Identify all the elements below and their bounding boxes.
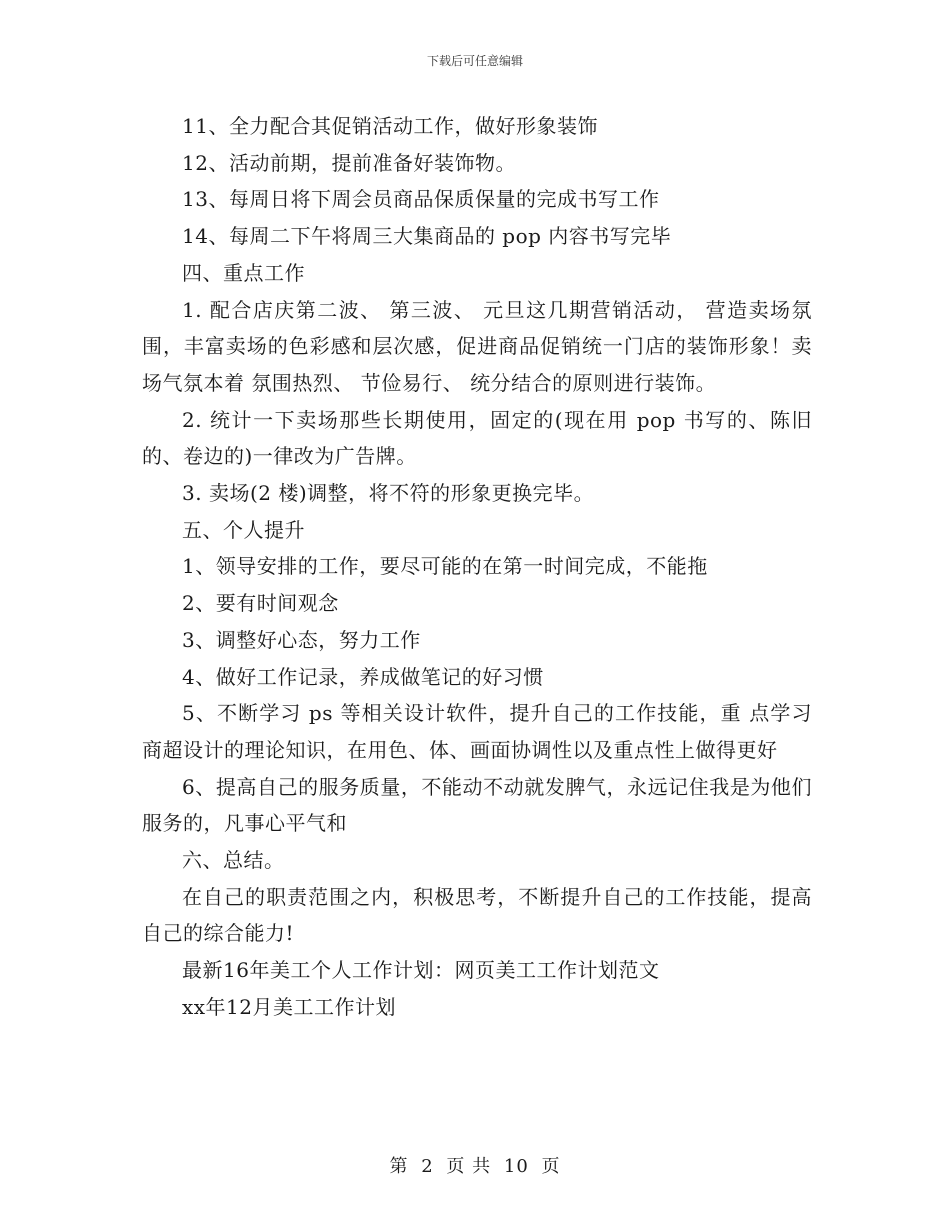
- paragraph: 6、提高自己的服务质量，不能动不动就发脾气，永远记住我是为他们服务的，凡事心平气和: [142, 774, 812, 836]
- paragraph: 4、做好工作记录，养成做笔记的好习惯: [182, 664, 544, 689]
- paragraph: 12、活动前期，提前准备好装饰物。: [182, 150, 516, 175]
- paragraph: 13、每周日将下周会员商品保质保量的完成书写工作: [182, 187, 660, 212]
- paragraph: 5、不断学习 ps 等相关设计软件，提升自己的工作技能，重 点学习商超设计的理论知识，在用色、体、画面协调性以及重点性上做得更好: [142, 701, 812, 762]
- paragraph: 2. 统计一下卖场那些长期使用，固定的(现在用 pop 书写的、陈旧的、卷边的)一律改为广告牌。: [142, 407, 812, 469]
- section-heading: 四、重点工作: [182, 260, 305, 285]
- footer-page-number: 2: [421, 1156, 434, 1177]
- page-header: 下载后可任意编辑: [426, 54, 523, 68]
- page-footer: [0, 1152, 950, 1178]
- paragraph: 在自己的职责范围之内，积极思考，不断提升自己的工作技能，提高自己的综合能力!: [142, 884, 812, 946]
- section-heading: 五、个人提升: [182, 517, 305, 542]
- footer-prefix: 第: [389, 1156, 409, 1177]
- footer-middle: 页 共: [446, 1156, 492, 1177]
- section-heading: 六、总结。: [182, 848, 285, 873]
- paragraph: 1. 配合店庆第二波、 第三波、 元旦这几期营销活动， 营造卖场氛围，丰富卖场的色彩感和层次感，促进商品促销统一门店的装饰形象！卖场气氛本着 氛围热烈、 节俭易行、 统分结合的原则进行装饰。: [142, 297, 812, 395]
- footer-suffix: 页: [541, 1156, 561, 1177]
- paragraph: 2、要有时间观念: [182, 591, 339, 616]
- paragraph: 3、调整好心态，努力工作: [182, 627, 421, 652]
- paragraph: 14、每周二下午将周三大集商品的 pop 内容书写完毕: [182, 224, 672, 249]
- paragraph: 3. 卖场(2 楼)调整，将不符的形象更换完毕。: [182, 481, 595, 506]
- paragraph: 最新16年美工个人工作计划：网页美工工作计划范文: [182, 958, 660, 983]
- paragraph: 1、领导安排的工作，要尽可能的在第一时间完成，不能拖: [182, 554, 708, 579]
- document-body: [142, 108, 812, 1026]
- paragraph: xx年12月美工工作计划: [182, 994, 397, 1019]
- footer-total-pages: 10: [503, 1156, 529, 1177]
- paragraph: 11、全力配合其促销活动工作，做好形象装饰: [182, 114, 598, 138]
